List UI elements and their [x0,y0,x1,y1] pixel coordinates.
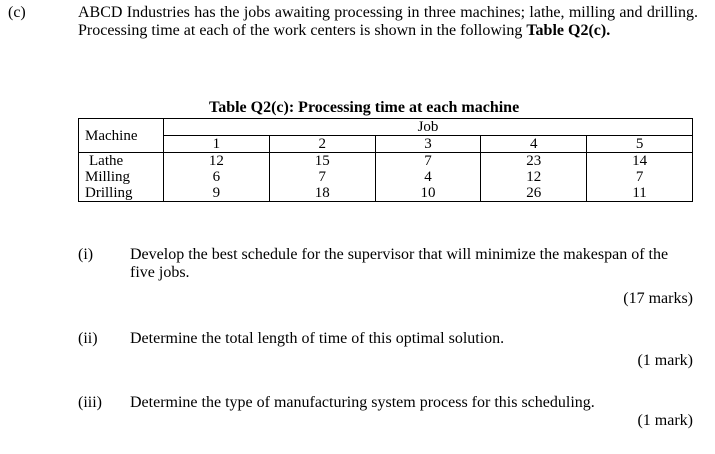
job-number: 5 [587,136,693,153]
time-cell: 4 [375,169,481,185]
time-cell: 14 [587,153,693,170]
time-cell: 23 [481,153,587,170]
time-cell: 15 [269,153,375,170]
time-cell: 7 [375,153,481,170]
time-cell: 12 [164,153,270,170]
part-marks: (1 mark) [637,412,693,429]
part-number: (ii) [78,330,98,347]
intro-text: ABCD Industries has the jobs awaiting processing in three machines; lathe, milling and drilling. Processing time at each of the work centers is shown in the following [78,4,698,39]
table-reference: Table Q2(c). [526,22,611,39]
job-number: 3 [375,136,481,153]
table-row [79,185,693,202]
time-cell: 11 [587,185,693,202]
part-text: Develop the best schedule for the supervisor that will minimize the makespan of the five jobs. [130,246,669,281]
job-number-row [79,136,693,153]
machine-name: Milling [79,169,164,185]
machine-name: Drilling [79,185,164,202]
processing-time-table [78,118,693,202]
time-cell: 12 [481,169,587,185]
job-number: 1 [164,136,270,153]
machine-name: Lathe [79,153,164,170]
table-header-row [79,119,693,136]
time-cell: 18 [269,185,375,202]
time-cell: 9 [164,185,270,202]
table-row [79,153,693,170]
table-row [79,169,693,185]
machine-header: Machine [79,119,164,153]
job-number: 4 [481,136,587,153]
job-number: 2 [269,136,375,153]
part-number: (iii) [78,394,102,411]
time-cell: 6 [164,169,270,185]
part-text: Determine the type of manufacturing system process for this scheduling. [130,394,595,411]
time-cell: 7 [587,169,693,185]
question-label: (c) [8,4,26,21]
job-header: Job [164,119,693,136]
table-caption: Table Q2(c): Processing time at each machine [209,99,520,116]
time-cell: 26 [481,185,587,202]
part-marks: (1 mark) [637,352,693,369]
time-cell: 10 [375,185,481,202]
question-intro [78,4,698,40]
part-text: Determine the total length of time of this optimal solution. [130,330,505,347]
time-cell: 7 [269,169,375,185]
part-number: (i) [78,246,94,263]
part-marks: (17 marks) [623,290,693,307]
